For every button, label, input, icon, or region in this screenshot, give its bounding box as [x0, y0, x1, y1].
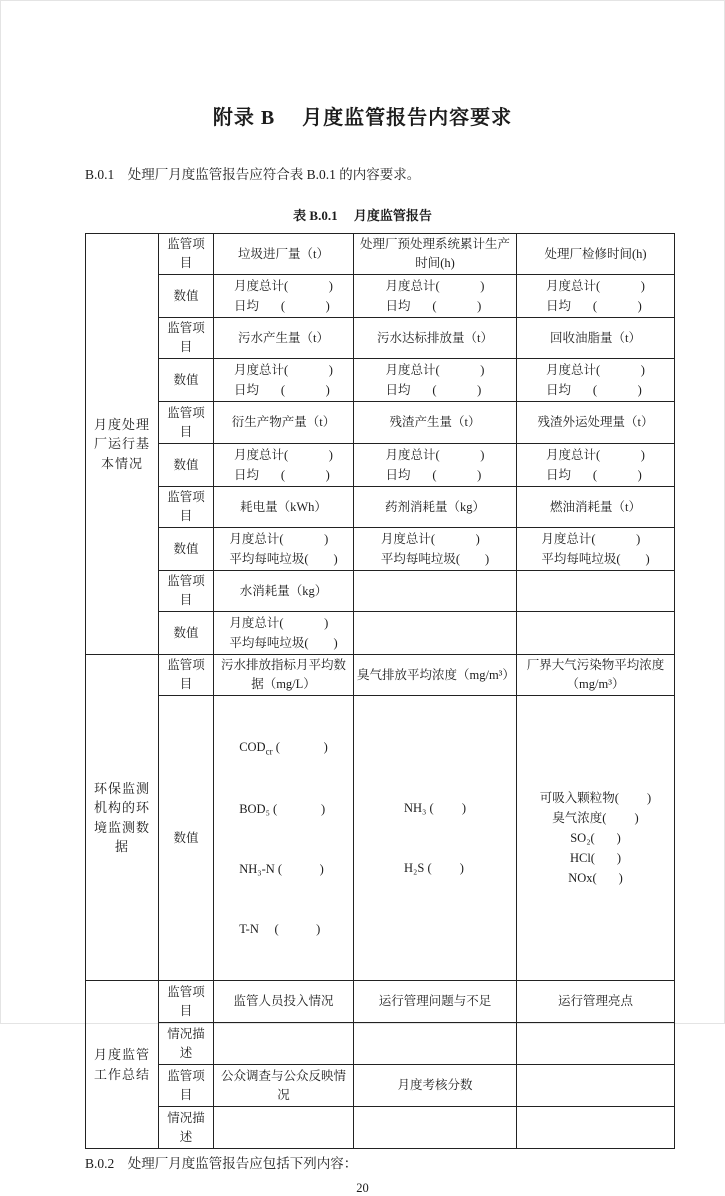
header-cell: 燃油消耗量（t） [517, 487, 675, 528]
value-cell: 月度总计( ) 日均 ( ) [214, 359, 354, 402]
header-cell: 污水产生量（t） [214, 318, 354, 359]
nox-line: NOx( ) [568, 871, 623, 886]
value-cell: 月度总计( ) 日均 ( ) [214, 275, 354, 318]
table-row [86, 234, 675, 275]
monthly-report-table [85, 233, 675, 1149]
table-row [86, 444, 675, 487]
row-label-item: 监管项目 [159, 1065, 214, 1107]
table-row [86, 571, 675, 612]
header-cell: 回收油脂量（t） [517, 318, 675, 359]
empty-cell [354, 571, 517, 612]
header-cell: 水消耗量（kg） [214, 571, 354, 612]
value-cell: 月度总计( ) 平均每吨垃圾( ) [354, 528, 517, 571]
table-row [86, 696, 675, 981]
tn-line: T-N ( ) [239, 922, 321, 937]
row-label-desc: 情况描述 [159, 1023, 214, 1065]
table-caption: 表 B.0.1 月度监管报告 [293, 208, 432, 224]
empty-cell [517, 1023, 675, 1065]
row-label-item: 监管项目 [159, 318, 214, 359]
header-cell: 运行管理亮点 [517, 981, 675, 1023]
table-row [86, 612, 675, 655]
hcl-line: HCl( ) [569, 851, 622, 866]
empty-cell [517, 612, 675, 655]
row-label-item: 监管项目 [159, 487, 214, 528]
header-cell: 垃圾进厂量（t） [214, 234, 354, 275]
row-label-value: 数值 [159, 275, 214, 318]
odor-values-cell [354, 696, 517, 981]
header-cell: 公众调查与公众反映情况 [214, 1065, 354, 1107]
table-row [86, 402, 675, 444]
section1-label: 月度处理厂运行基本情况 [86, 234, 159, 655]
section3-label: 月度监管工作总结 [86, 981, 159, 1149]
header-cell: 污水排放指标月平均数据（mg/L） [214, 655, 354, 696]
empty-cell [517, 1065, 675, 1107]
value-cell: 月度总计( ) 日均 ( ) [354, 359, 517, 402]
clause-b01: B.0.1 处理厂月度监管报告应符合表 B.0.1 的内容要求。 [85, 167, 421, 182]
bod-line: BOD₅ ( ) [239, 802, 326, 817]
nh3n-line: NH₃-N ( ) [239, 862, 324, 877]
boundary-values-cell [517, 696, 675, 981]
clause-b02: B.0.2 处理厂月度监管报告应包括下列内容： [85, 1156, 358, 1172]
table-row [86, 359, 675, 402]
table-row [86, 1065, 675, 1107]
row-label-value: 数值 [159, 359, 214, 402]
odor-conc-line: 臭气浓度( ) [552, 811, 639, 826]
empty-cell [214, 1107, 354, 1149]
table-row [86, 275, 675, 318]
header-cell: 处理厂预处理系统累计生产时间(h) [354, 234, 517, 275]
header-cell: 污水达标排放量（t） [354, 318, 517, 359]
row-label-item: 监管项目 [159, 571, 214, 612]
table-row [86, 655, 675, 696]
header-cell: 耗电量（kWh） [214, 487, 354, 528]
header-cell: 监管人员投入情况 [214, 981, 354, 1023]
page-number: 20 [356, 1181, 369, 1196]
table-row [86, 981, 675, 1023]
value-cell: 月度总计( ) 日均 ( ) [354, 275, 517, 318]
header-cell: 厂界大气污染物平均浓度（mg/m³） [517, 655, 675, 696]
cod-line: $COD_{cr}$ ( ) [239, 740, 328, 757]
value-cell: 月度总计( ) 日均 ( ) [214, 444, 354, 487]
value-cell: 月度总计( ) 日均 ( ) [354, 444, 517, 487]
header-cell: 残渣产生量（t） [354, 402, 517, 444]
row-label-value: 数值 [159, 444, 214, 487]
value-cell: 月度总计( ) 日均 ( ) [517, 359, 675, 402]
nh3-line: NH₃ ( ) [404, 801, 466, 816]
header-cell: 月度考核分数 [354, 1065, 517, 1107]
sewage-values-cell [214, 696, 354, 981]
table-row [86, 1107, 675, 1149]
empty-cell [354, 1107, 517, 1149]
empty-cell [354, 1023, 517, 1065]
row-label-value: 数值 [159, 696, 214, 981]
row-label-item: 监管项目 [159, 655, 214, 696]
page-title: 附录 B 月度监管报告内容要求 [212, 107, 513, 129]
row-label-value: 数值 [159, 528, 214, 571]
pm-line: 可吸入颗粒物( ) [539, 791, 652, 806]
value-cell: 月度总计( ) 日均 ( ) [517, 275, 675, 318]
row-label-value: 数值 [159, 612, 214, 655]
value-cell: 月度总计( ) 平均每吨垃圾( ) [517, 528, 675, 571]
value-cell: 月度总计( ) 日均 ( ) [517, 444, 675, 487]
header-cell: 处理厂检修时间(h) [517, 234, 675, 275]
header-cell: 药剂消耗量（kg） [354, 487, 517, 528]
header-cell: 残渣外运处理量（t） [517, 402, 675, 444]
row-label-item: 监管项目 [159, 981, 214, 1023]
table-row [86, 1023, 675, 1065]
row-label-item: 监管项目 [159, 234, 214, 275]
table-row [86, 487, 675, 528]
row-label-item: 监管项目 [159, 402, 214, 444]
section2-label: 环保监测机构的环境监测数据 [86, 655, 159, 981]
header-cell: 臭气排放平均浓度（mg/m³） [354, 655, 517, 696]
header-cell: 运行管理问题与不足 [354, 981, 517, 1023]
header-cell: 衍生产物产量（t） [214, 402, 354, 444]
empty-cell [214, 1023, 354, 1065]
empty-cell [354, 612, 517, 655]
empty-cell [517, 1107, 675, 1149]
table-row [86, 318, 675, 359]
value-cell: 月度总计( ) 平均每吨垃圾( ) [214, 612, 354, 655]
row-label-desc: 情况描述 [159, 1107, 214, 1149]
so2-line: SO₂( ) [570, 831, 621, 846]
value-cell: 月度总计( ) 平均每吨垃圾( ) [214, 528, 354, 571]
table-row [86, 528, 675, 571]
empty-cell [517, 571, 675, 612]
h2s-line: H₂S ( ) [404, 861, 464, 876]
